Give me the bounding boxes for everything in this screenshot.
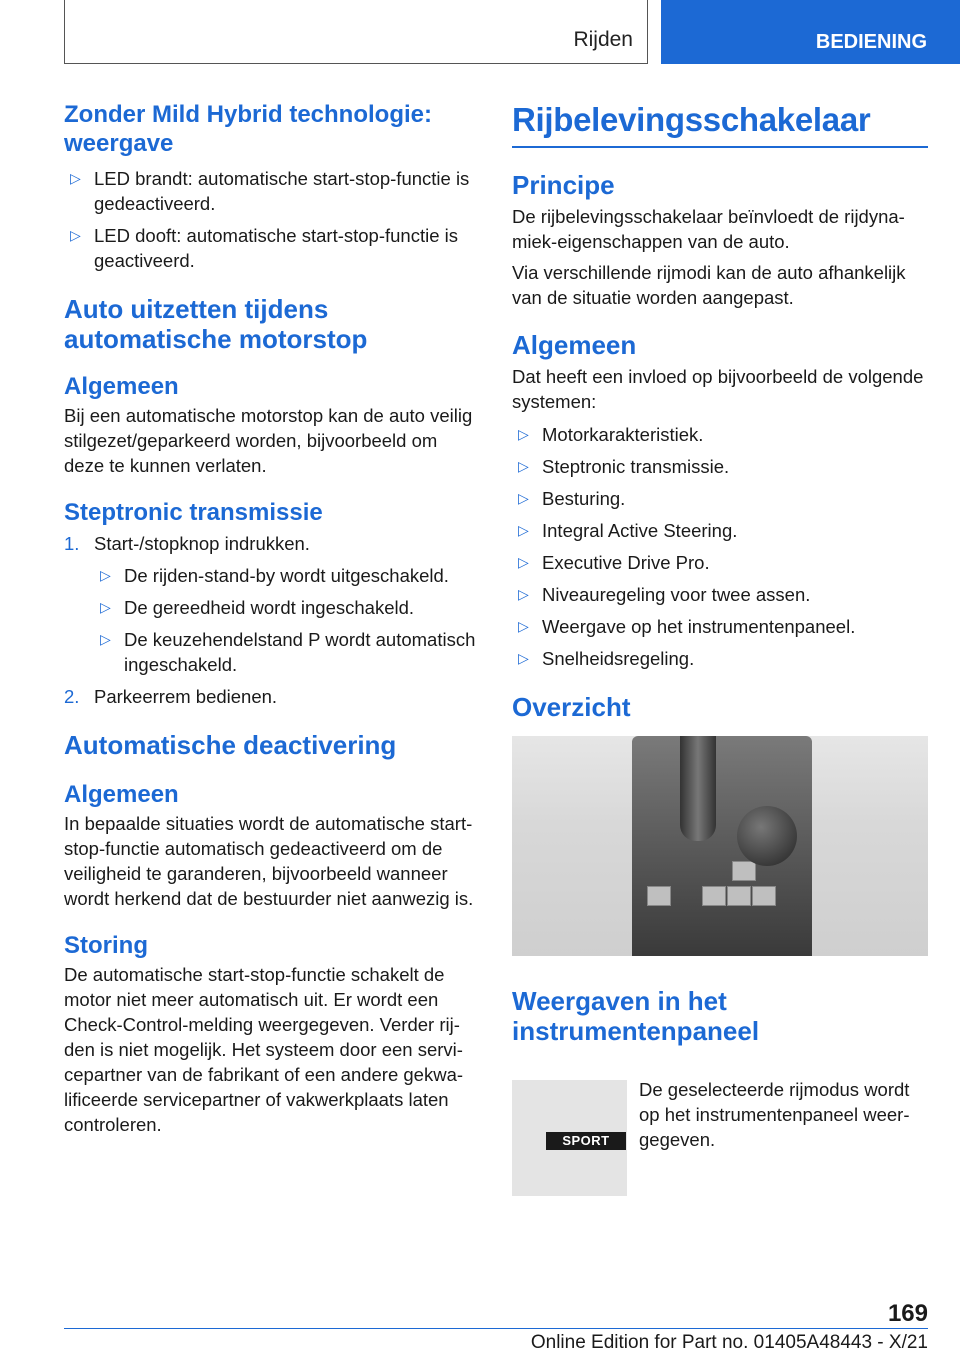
- list-item: ▷ Niveauregeling voor twee assen.: [518, 584, 811, 605]
- list-item: ▷ Snelheidsregeling.: [518, 648, 695, 669]
- heading-weergaven: Weergaven in het instrumentenpaneel: [512, 986, 760, 1046]
- paragraph-algemeen-right: Dat heeft een invloed op bijvoorbeeld de volgende systemen:: [512, 366, 924, 412]
- heading-algemeen-2: Algemeen: [64, 781, 179, 808]
- triangle-bullet-icon: ▷: [518, 458, 529, 474]
- right-column: [512, 100, 928, 1056]
- triangle-bullet-icon: ▷: [100, 631, 111, 647]
- mild-list: [64, 166, 479, 273]
- list-item: ▷ Weergave op het instrumentenpaneel.: [518, 616, 856, 637]
- footer-divider: [64, 1328, 928, 1329]
- list-item: ▷ De rijden-stand-by wordt uitgeschakeld.: [100, 565, 449, 586]
- list-item: ▷ De gereedheid wordt ingeschakeld.: [100, 597, 415, 618]
- controller-knob-image: [737, 806, 797, 866]
- list-item: ▷ Executive Drive Pro.: [518, 552, 710, 573]
- step-item: 2. Parkeerrem bedienen.: [64, 686, 278, 707]
- header-chapter-tab: [661, 0, 960, 64]
- paragraph-weergaven: De geselecteerde rijmodus wordt op het instrumentenpaneel weergegeven.: [639, 1079, 910, 1150]
- list-item: ▷ Integral Active Steering.: [518, 520, 738, 541]
- triangle-bullet-icon: ▷: [100, 599, 111, 615]
- triangle-bullet-icon: ▷: [70, 227, 81, 243]
- console-photo: [512, 736, 928, 956]
- left-column: [64, 100, 479, 1143]
- header-frame: [64, 0, 648, 64]
- systems-list: [512, 422, 928, 671]
- paragraph-principe-1: De rijbelevingsschakelaar beïnvloedt de rijdynamiek-eigenschappen van de auto.: [512, 206, 905, 252]
- footer-edition: Online Edition for Part no. 01405A48443 - X/21: [530, 1332, 928, 1353]
- heading-rijbelevingsschakelaar: Rijbelevingsschakelaar: [512, 100, 928, 148]
- list-item: ▷ De keuzehendelstand P wordt automatisch ingeschakeld.: [100, 629, 476, 675]
- sport-label: SPORT: [546, 1132, 626, 1150]
- heading-overzicht: Overzicht: [512, 692, 631, 722]
- heading-principe: Principe: [512, 170, 615, 200]
- list-item: ▷ LED brandt: automatische start-stop-functie is gedeactiveerd.: [70, 168, 470, 214]
- step-item: 1. Start-/stopknop indrukken. ▷ De rijden-stand-by wordt uitgeschakeld. ▷ De gereedheid wordt ingeschakeld. ▷ De keuzehendelstand P wordt automatisch ingeschakeld.: [64, 531, 479, 677]
- paragraph-principe-2: Via verschillende rijmodi kan de auto afhankelijk van de situatie worden aangepast.: [512, 262, 906, 308]
- heading-algemeen: Algemeen: [64, 373, 179, 400]
- sub-list: [94, 563, 479, 677]
- heading-steptronic: Steptronic transmissie: [64, 499, 323, 526]
- heading-algemeen-right: Algemeen: [512, 330, 637, 360]
- list-item: ▷ Motorkarakteristiek.: [518, 424, 704, 445]
- page-number: 169: [887, 1300, 928, 1327]
- header-section-title: Rijden: [573, 28, 633, 51]
- heading-auto-uitzetten: Auto uitzetten tijdens automatische motorstop: [64, 294, 368, 354]
- heading-storing: Storing: [64, 932, 148, 959]
- sport-display-image: [512, 1080, 627, 1196]
- triangle-bullet-icon: ▷: [518, 490, 529, 506]
- header-chapter-label: BEDIENING: [815, 30, 927, 53]
- steps-list: [64, 531, 479, 709]
- heading-mild-hybrid: Zonder Mild Hybrid technologie: weergave: [64, 101, 432, 157]
- triangle-bullet-icon: ▷: [70, 170, 81, 186]
- triangle-bullet-icon: ▷: [518, 522, 529, 538]
- triangle-bullet-icon: ▷: [100, 567, 111, 583]
- triangle-bullet-icon: ▷: [518, 426, 529, 442]
- triangle-bullet-icon: ▷: [518, 650, 529, 666]
- heading-deactivering: Automatische deactivering: [64, 730, 397, 760]
- list-item: ▷ LED dooft: automatische start-stop-functie is geactiveerd.: [70, 225, 459, 271]
- paragraph-storing: De automatische start-stop-functie schakelt de motor niet meer automatisch uit. Er wordt een Check-Control-melding weergegeven. Verder rijden is niet mogelijk. Het systeem door een servicepartner van de fabrikant of een andere gekwalificeerde servicepartner of vakwerkplaats laten controleren.: [64, 964, 464, 1135]
- triangle-bullet-icon: ▷: [518, 586, 529, 602]
- triangle-bullet-icon: ▷: [518, 618, 529, 634]
- gear-selector-image: [680, 736, 716, 841]
- paragraph-algemeen: Bij een automatische motorstop kan de auto veilig stilgezet/geparkeerd worden, bijvoorbeeld om deze te kunnen verlaten.: [64, 405, 473, 476]
- paragraph-algemeen-2: In bepaalde situaties wordt de automatische start-stop-functie automatisch gedeactiveerd om de veiligheid te garanderen, bijvoorbeeld wanneer wordt herkend dat de bestuurder niet aanwezig is.: [64, 813, 474, 909]
- list-item: ▷ Besturing.: [518, 488, 626, 509]
- list-item: ▷ Steptronic transmissie.: [518, 456, 730, 477]
- triangle-bullet-icon: ▷: [518, 554, 529, 570]
